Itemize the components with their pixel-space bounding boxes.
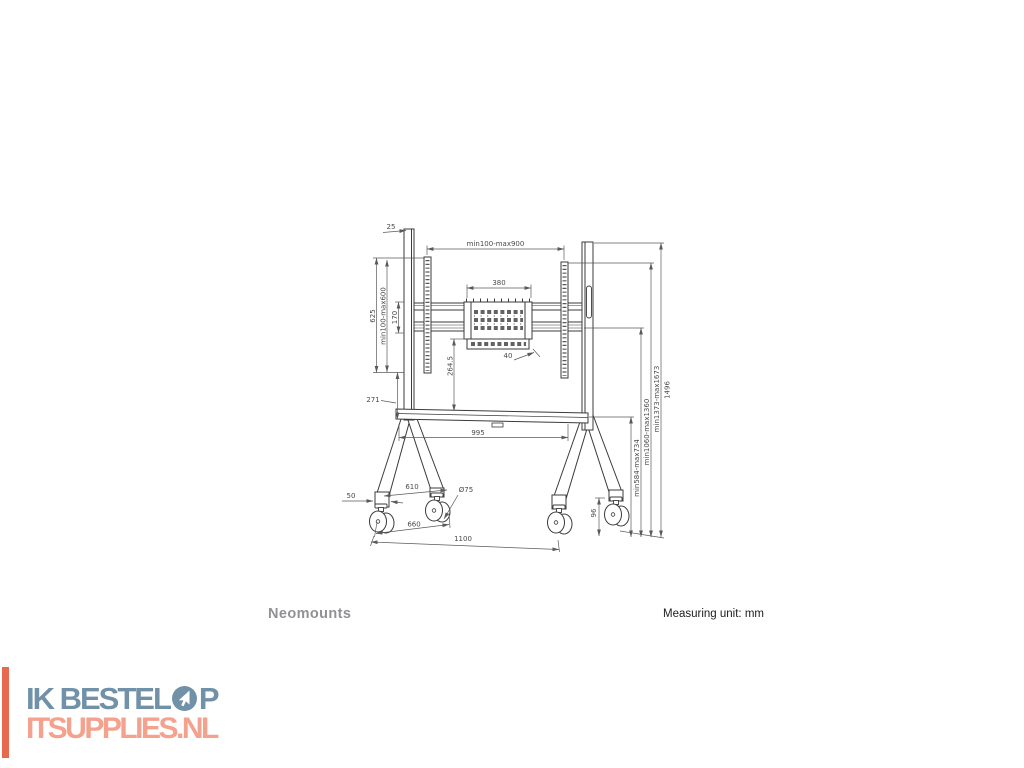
dim-label-610: 610 [405,483,419,491]
caster-right-rear [605,497,630,526]
measuring-unit-label: Measuring unit: mm [663,608,764,620]
dim-label-625: 625 [369,309,377,323]
dim-label-995: 995 [471,429,485,437]
caster-left-front [370,504,395,533]
brand-logo-text: Neomounts [268,606,352,622]
cursor-circle-icon [172,686,197,711]
dim-label-diameter-75: Ø75 [458,486,474,494]
baseline-extension [620,531,664,538]
dim-label-40: 40 [503,352,513,360]
dim-label-96: 96 [590,508,598,518]
shelf [396,409,588,427]
dim-271 [381,373,398,420]
caster-right-front [548,505,573,534]
watermark-accent-bar [2,667,9,758]
dim-label-1496: 1496 [663,381,672,399]
dim-50 [342,501,403,503]
vesa-rail-right [561,262,568,378]
dim-40 [514,349,540,360]
dim-label-50: 50 [346,492,356,500]
column-right [582,242,593,430]
dim-label-264-5: 264.5 [446,355,455,377]
watermark-line1-prefix: IK BESTEL [26,681,170,716]
dim-label-min100-max600: min100-max600 [379,287,388,345]
caster-left-rear [426,493,451,522]
dim-label-min584-max734: min584-max734 [633,439,641,497]
dim-label-271: 271 [366,396,380,404]
watermark-line1-suffix: P [198,681,218,716]
dim-label-25: 25 [386,223,396,231]
dim-label-660: 660 [407,520,421,529]
dim-label-min1373-max1673: min1373-max1673 [653,365,661,433]
dim-label-1100: 1100 [454,535,472,543]
mouse-cursor-icon [172,686,197,711]
shelf-clip [492,423,503,427]
leg-right-front [552,419,589,509]
watermark-line2: ITSUPPLIES.NL [26,712,217,745]
vesa-rail-left [424,257,431,373]
dim-label-380: 380 [492,279,506,287]
vesa-adapter-plate [464,300,532,349]
dim-label-170: 170 [391,310,399,325]
leg-left-front [375,413,411,507]
dim-label-min1060-max1360: min1060-max1360 [643,398,651,466]
dim-label-min100-max900: min100-max900 [466,240,525,248]
